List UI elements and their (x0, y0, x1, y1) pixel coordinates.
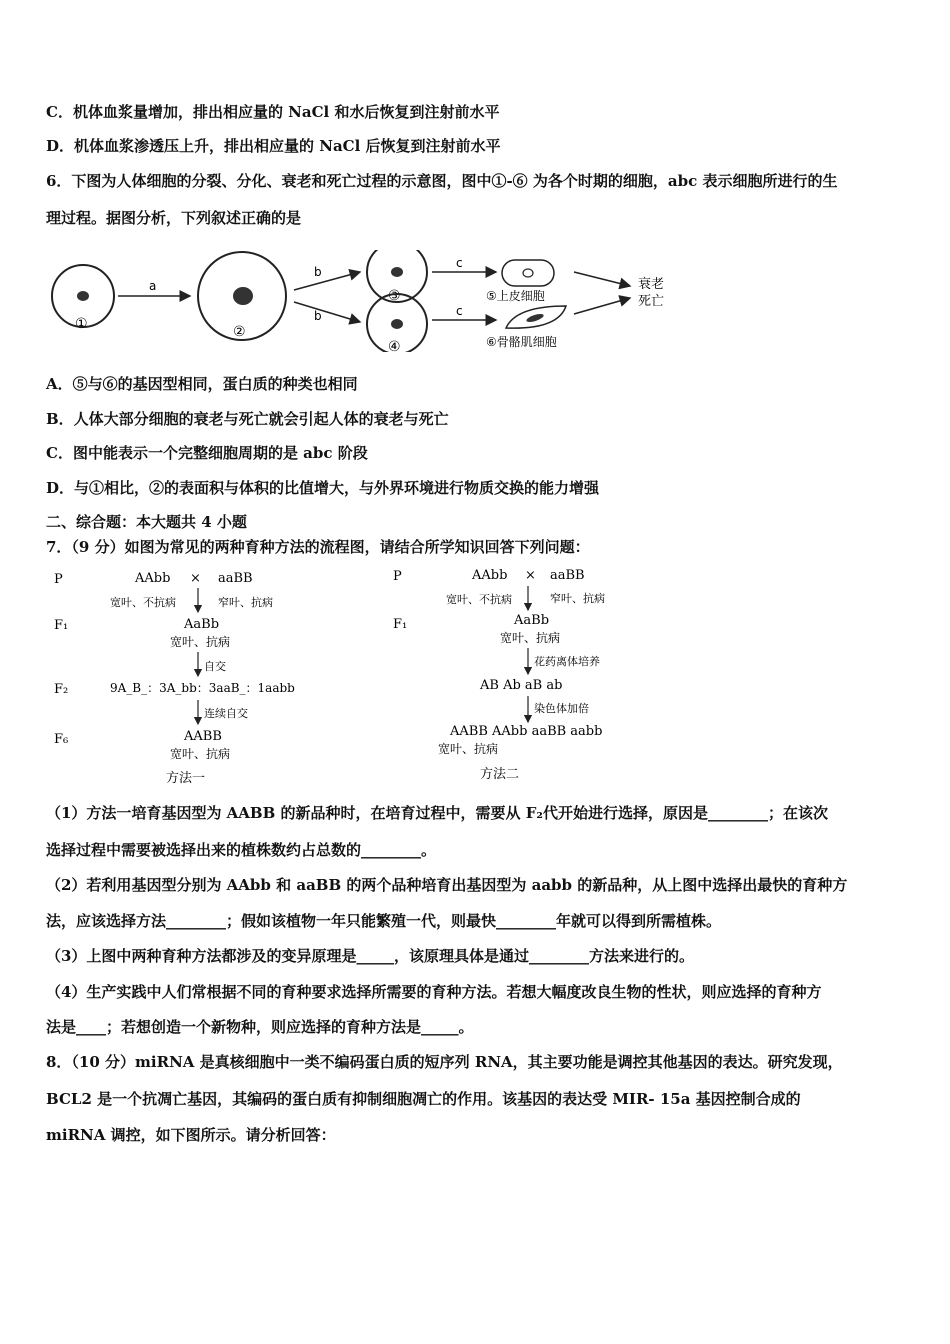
m1-f1-genotype: AaBb (184, 617, 220, 632)
m2-parent1: AAbb (472, 568, 508, 583)
m1-step2: 连续自交 (204, 707, 248, 720)
arrow-b-bottom (294, 302, 360, 322)
cell-label-5: ⑤上皮细胞 (486, 289, 545, 303)
m2-step1: 花药离体培养 (534, 655, 600, 668)
m1-trait2: 窄叶、抗病 (218, 596, 273, 609)
m1-p-label: P (54, 572, 63, 587)
cell-6-muscle (506, 306, 566, 328)
q8-line2: BCL2 是一个抗凋亡基因，其编码的蛋白质有抑制细胞凋亡的作用。该基因的表达受 MIR- 15a 基因控制合成的 (46, 1090, 801, 1108)
arrow-b-top (294, 272, 360, 290)
cell-label-1: ① (75, 316, 88, 332)
q7-sub4-line2: 法是____；若想创造一个新物种，则应选择的育种方法是_____。 (46, 1018, 474, 1036)
aging-label: 衰老 (638, 277, 665, 292)
q7-sub1-line1: （1）方法一培育基因型为 AABB 的新品种时，在培育过程中，需要从 F₂代开始进行选择，原因是________；在该次 (46, 804, 828, 822)
m2-trait2: 窄叶、抗病 (550, 592, 605, 605)
m1-f1-trait: 宽叶、抗病 (170, 635, 231, 649)
m2-gametes: AB Ab aB ab (480, 678, 563, 693)
m2-p-label: P (393, 569, 402, 584)
q7-sub2-line2: 法，应该选择方法________；假如该植物一年只能繁殖一代，则最快________年就可以得到所需植株。 (46, 912, 722, 930)
m2-caption: 方法二 (480, 767, 520, 782)
q6-option-c: C．图中能表示一个完整细胞周期的是 abc 阶段 (46, 444, 368, 462)
cell-label-6: ⑥骨骼肌细胞 (486, 335, 557, 349)
m1-f1-label: F₁ (54, 618, 69, 633)
m1-f6-label: F₆ (54, 732, 69, 747)
m1-f2-label: F₂ (54, 682, 69, 697)
m1-cross: × (190, 571, 201, 586)
m2-f1-label: F₁ (393, 617, 408, 632)
q6-stem-line2: 理过程。据图分析，下列叙述正确的是 (46, 209, 302, 227)
m2-step2: 染色体加倍 (534, 702, 589, 715)
m1-parent1: AAbb (135, 571, 171, 586)
process-label-c-top: c (456, 256, 463, 270)
m1-f2-ratio: 9A_B_：3A_bb：3aaB_：1aabb (110, 681, 295, 695)
arrow-to-aging-bottom (574, 298, 630, 314)
q7-sub4-line1: （4）生产实践中人们常根据不同的育种要求选择所需要的育种方法。若想大幅度改良生物的性状，则应选择的育种方 (46, 983, 822, 1001)
m2-cross: × (525, 568, 536, 583)
q7-sub1-line2: 选择过程中需要被选择出来的植株数约占总数的________。 (46, 841, 437, 859)
q8-line1: 8．（10 分）miRNA 是真核细胞中一类不编码蛋白质的短序列 RNA，其主要功能是调控其他基因的表达。研究发现， (46, 1053, 843, 1071)
arrow-to-aging-top (574, 272, 630, 286)
q6-option-a: A．⑤与⑥的基因型相同，蛋白质的种类也相同 (46, 375, 358, 393)
process-label-b-bottom: b (314, 309, 322, 323)
q8-line3: miRNA 调控，如下图所示。请分析回答： (46, 1126, 336, 1144)
m1-final-genotype: AABB (184, 729, 222, 744)
m1-final-trait: 宽叶、抗病 (170, 747, 231, 761)
q7-sub3-line1: （3）上图中两种育种方法都涉及的变异原理是_____，该原理具体是通过________方法来进行的。 (46, 947, 694, 965)
q7-stem: 7．（9 分）如图为常见的两种育种方法的流程图，请结合所学知识回答下列问题： (46, 538, 590, 556)
cell-process-diagram (46, 250, 686, 352)
q7-sub2-line1: （2）若利用基因型分别为 AAbb 和 aaBB 的两个品种培育出基因型为 aabb 的新品种，从上图中选择出最快的育种方 (46, 876, 848, 894)
m1-step1: 自交 (204, 660, 226, 673)
q6-stem-line1: 6．下图为人体细胞的分裂、分化、衰老和死亡过程的示意图，图中①-⑥ 为各个时期的细胞，abc 表示细胞所进行的生 (46, 172, 838, 190)
m2-trait1: 宽叶、不抗病 (446, 593, 512, 606)
m2-f1-trait: 宽叶、抗病 (500, 631, 561, 645)
cell-label-4: ④ (388, 339, 401, 352)
section-2-title: 二、综合题：本大题共 4 小题 (46, 513, 247, 531)
m1-parent2: aaBB (218, 571, 253, 586)
m2-final-genotypes: AABB AAbb aaBB aabb (450, 724, 603, 739)
process-label-c-bottom: c (456, 304, 463, 318)
m1-trait1: 宽叶、不抗病 (110, 596, 176, 609)
process-label-b-top: b (314, 265, 322, 279)
process-label-a: a (149, 279, 157, 293)
q6-option-b: B．人体大部分细胞的衰老与死亡就会引起人体的衰老与死亡 (46, 410, 449, 428)
method-1-flow (54, 571, 295, 786)
cell-5-epithelial (502, 260, 554, 286)
m2-f1-genotype: AaBb (514, 613, 550, 628)
q5-option-c: C．机体血浆量增加，排出相应量的 NaCl 和水后恢复到注射前水平 (46, 103, 500, 121)
death-label: 死亡 (638, 294, 665, 309)
cell-label-3: ③ (388, 288, 401, 304)
breeding-flowcharts (50, 562, 650, 790)
cell-label-2: ② (233, 324, 246, 340)
m2-parent2: aaBB (550, 568, 585, 583)
m2-final-trait: 宽叶、抗病 (438, 742, 499, 756)
q5-option-d: D．机体血浆渗透压上升，排出相应量的 NaCl 后恢复到注射前水平 (46, 137, 501, 155)
method-2-flow (393, 568, 605, 782)
q6-option-d: D．与①相比，②的表面积与体积的比值增大，与外界环境进行物质交换的能力增强 (46, 479, 600, 497)
m1-caption: 方法一 (166, 771, 206, 786)
